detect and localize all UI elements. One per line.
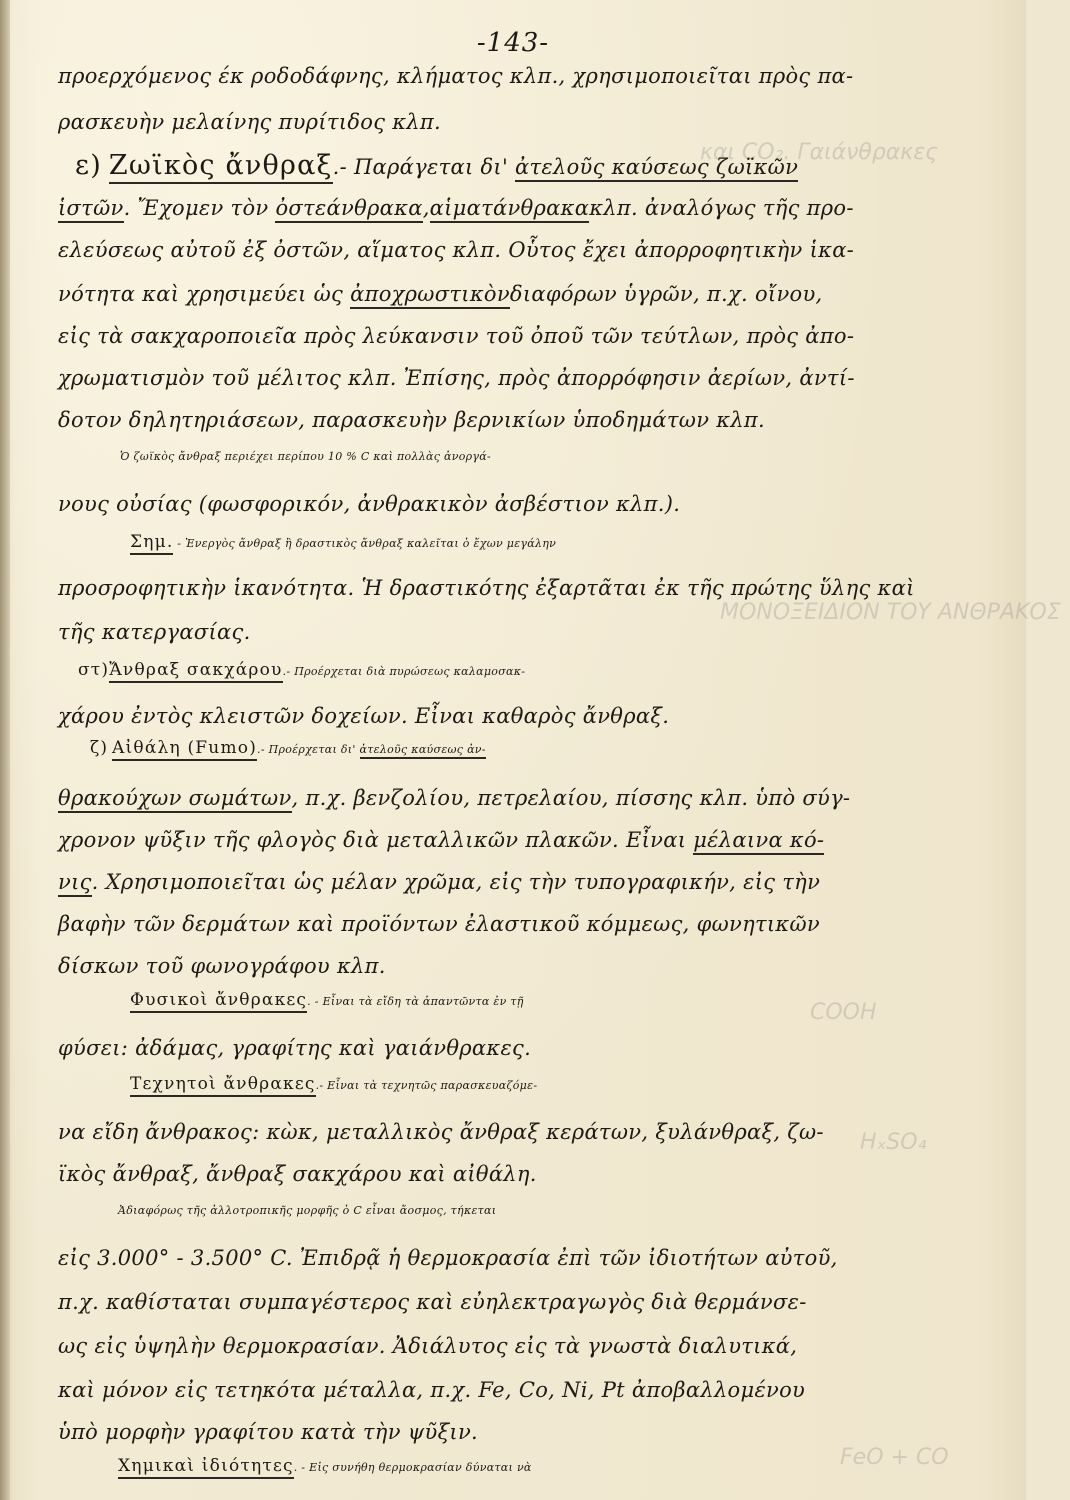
underlined-term: ὀστεάνθρακα [275,196,422,223]
text-line: εἰς 3.000° - 3.500° C. Ἐπιδρᾷ ἡ θερμοκρασία ἐπὶ τῶν ἰδιοτήτων αὐτοῦ, [58,1246,838,1270]
text-line: Χημικαὶ ἰδιότητες. - Εἰς συνήθη θερμοκρασίαν δύναται νὰ [118,1456,1058,1479]
section-heading: Ζωϊκὸς ἄνθραξ [109,150,333,184]
text-line: Ὁ ζωϊκὸς ἄνθραξ περιέχει περίπου 10 % C καὶ πολλὰς ἀνοργά- [120,450,492,463]
bleed-through-text: ΜΟΝΟΞΕΙΔΙΟΝ ΤΟΥ ΑΝΘΡΑΚΟΣ [720,600,1061,625]
text-line: να εἴδη ἄνθρακος: κὼκ, μεταλλικὸς ἄνθραξ κεράτων, ξυλάνθραξ, ζω- [58,1120,824,1144]
section-label: ζ) [90,738,109,758]
text-line: θρακούχων σωμάτων, π.χ. βενζολίου, πετρελαίου, πίσσης κλπ. ὑπὸ σύγ- [58,786,998,813]
text-line: νους οὐσίας (φωσφορικόν, ἀνθρακικὸν ἀσβέστιον κλπ.). [58,492,681,516]
text-line: προσροφητικὴν ἱκανότητα. Ἡ δραστικότης ἐξαρτᾶται ἐκ τῆς πρώτης ὕλης καὶ [58,576,915,600]
bleed-through-text: και CO₂. Γαιάνθρακες [700,140,939,165]
text-line: π.χ. καθίσταται συμπαγέστερος καὶ εὐηλεκτραγωγὸς διὰ θερμάνσε- [58,1290,807,1314]
text-line: καὶ μόνον εἰς τετηκότα μέταλλα, π.χ. Fe, Co, Ni, Pt ἀποβαλλομένου [58,1378,806,1402]
underlined-term: μέλαινα κό- [693,828,824,855]
text-line: νότητα καὶ χρησιμεύει ὡς ἀποχρωστικὸνδιαφόρων ὑγρῶν, π.χ. οἴνου, [58,282,998,309]
text-line: ἱστῶν. Ἔχομεν τὸν ὀστεάνθρακα,αἱματάνθρακακλπ. ἀναλόγως τῆς προ- [58,196,998,223]
text-line: ὑπὸ μορφὴν γραφίτου κατὰ τὴν ψῦξιν. [58,1420,479,1444]
text-line: Φυσικοὶ ἄνθρακες. - Εἶναι τὰ εἴδη τὰ ἀπαντῶντα ἐν τῇ [130,990,1070,1013]
text-line: προερχόμενος έκ ροδοδάφνης, κλήματος κλπ., χρησιμοποιεῖται πρὸς πα- [58,64,854,88]
text-line: Ἀδιαφόρως τῆς ἀλλοτροπικῆς μορφῆς ὁ C εἶναι ἄοσμος, τήκεται [118,1204,497,1217]
bleed-through-text: FeO + CO [840,1445,949,1470]
underlined-term: νις [58,870,92,897]
text-line: στ)Ἄνθραξ σακχάρου.- Προέρχεται διὰ πυρώσεως καλαμοσακ- [78,660,1018,683]
section-label: στ) [78,660,110,680]
text-line: ρασκευὴν μελαίνης πυρίτιδος κλπ. [58,110,441,134]
section-heading: Φυσικοὶ ἄνθρακες [130,990,307,1013]
text-line: χάρου ἐντὸς κλειστῶν δοχείων. Εἶναι καθαρὸς ἄνθραξ. [58,704,670,728]
note-label: Σημ. [130,532,173,555]
page-binding-shadow [0,0,10,1500]
section-heading: Χημικαὶ ἰδιότητες [118,1456,294,1479]
underlined-term: ἀτελοῦς καύσεως ζωϊκῶν [515,155,798,182]
text-line: δίσκων τοῦ φωνογράφου κλπ. [58,954,386,978]
text-line: βαφὴν τῶν δερμάτων καὶ προϊόντων ἐλαστικοῦ κόμμεως, φωνητικῶν [58,912,820,936]
text-line: χρονον ψῦξιν τῆς φλογὸς διὰ μεταλλικῶν πλακῶν. Εἶναι μέλαινα κό- [58,828,998,855]
text-line: τῆς κατεργασίας. [58,620,251,644]
text-line: ζ) Αἰθάλη (Fumo).- Προέρχεται δι' ἀτελοῦς καύσεως ἀν- [90,738,1030,761]
section-heading: Τεχνητοὶ ἄνθρακες [130,1074,316,1097]
text-line: ϊκὸς ἄνθραξ, ἄνθραξ σακχάρου καὶ αἰθάλη. [58,1162,537,1186]
underlined-term: ἱστῶν [58,196,124,223]
bleed-through-text: ΗₓSO₄ [860,1130,927,1155]
bleed-through-text: COOH [810,1000,877,1025]
underlined-term: ἀποχρωστικὸν [350,282,510,309]
text-line: εἰς τὰ σακχαροποιεῖα πρὸς λεύκανσιν τοῦ ὀποῦ τῶν τεύτλων, πρὸς ἀπο- [58,324,855,348]
text-line: ε) Ζωϊκὸς ἄνθραξ.- Παράγεται δι' ἀτελοῦς καύσεως ζωϊκῶν [75,150,1015,184]
text-line: Σημ. - Ἐνεργὸς ἄνθραξ ἢ δραστικὸς ἄνθραξ καλεῖται ὁ ἔχων μεγάλην [130,532,1070,555]
text-line: φύσει: ἀδάμας, γραφίτης καὶ γαιάνθρακες. [58,1036,532,1060]
underlined-term: ἀτελοῦς καύσεως ἀν- [360,743,486,759]
section-heading: Αἰθάλη (Fumo) [112,738,257,761]
underlined-term: θρακούχων σωμάτων [58,786,292,813]
text-line: χρωματισμὸν τοῦ μέλιτος κλπ. Ἐπίσης, πρὸς ἀπορρόφησιν ἀερίων, ἀντί- [58,366,855,390]
text-line: νις. Χρησιμοποιεῖται ὡς μέλαν χρῶμα, εἰς τὴν τυπογραφικήν, εἰς τὴν [58,870,998,897]
underlined-term: αἱματάνθρακα [430,196,590,223]
text-line: δοτον δηλητηριάσεων, παρασκευὴν βερνικίων ὑποδημάτων κλπ. [58,408,766,432]
section-heading: Ἄνθραξ σακχάρου [109,660,282,683]
text-line: Τεχνητοὶ ἄνθρακες.- Εἶναι τὰ τεχνητῶς παρασκευαζόμε- [130,1074,1070,1097]
text-line: ως εἰς ὑψηλὴν θερμοκρασίαν. Ἀδιάλυτος εἰς τὰ γνωστὰ διαλυτικά, [58,1334,798,1358]
page-number: -143- [476,28,550,58]
text-line: ελεύσεως αὐτοῦ ἐξ ὀστῶν, αἵματος κλπ. Οὗτος ἔχει ἀπορροφητικὴν ἱκα- [58,238,855,262]
section-label: ε) [75,150,102,181]
